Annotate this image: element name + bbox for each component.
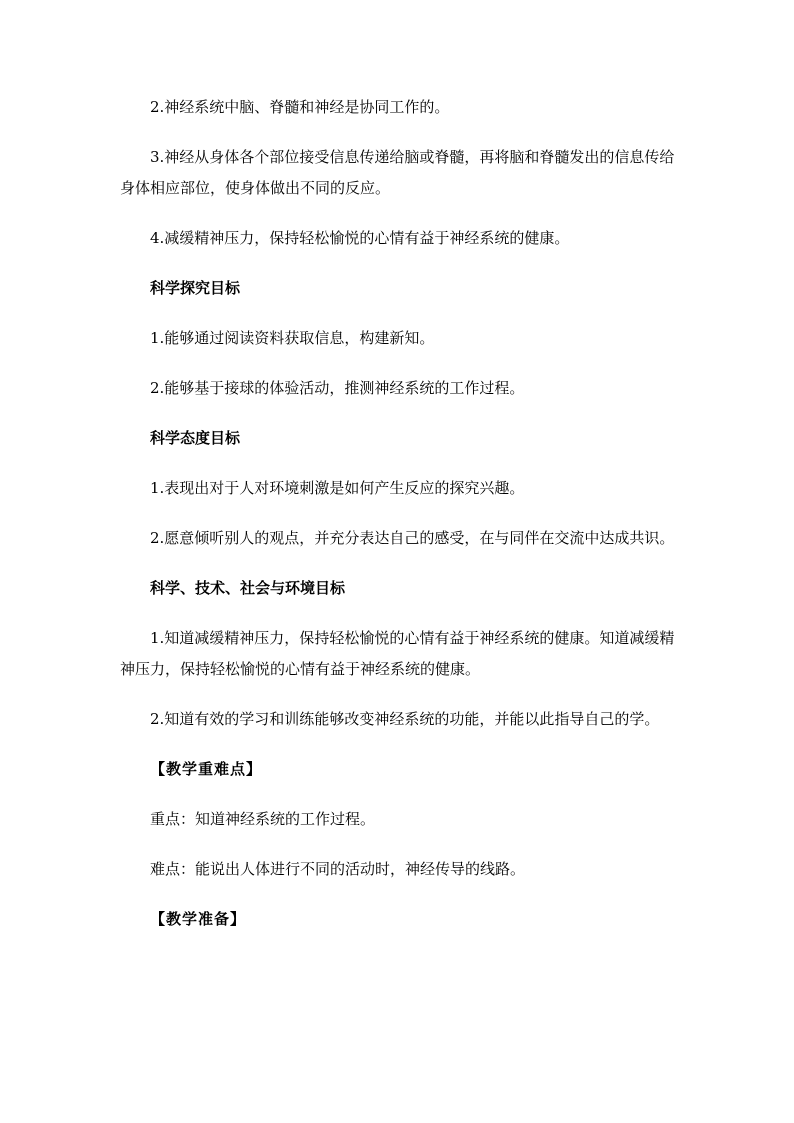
paragraph-knowledge-goal-4: 4.减缓精神压力，保持轻松愉悦的心情有益于神经系统的健康。 <box>150 229 570 247</box>
paragraph-attitude-goal-2: 2.愿意倾听别人的观点，并充分表达自己的感受，在与同伴在交流中达成共识。 <box>150 529 675 547</box>
document-page <box>120 92 676 954</box>
paragraph-difficult-point: 难点：能说出人体进行不同的活动时，神经传导的线路。 <box>150 860 526 878</box>
heading-teaching-preparation: 【教学准备】 <box>150 910 247 928</box>
paragraph-inquiry-goal-2: 2.能够基于接球的体验活动，推测神经系统的工作过程。 <box>150 379 525 397</box>
paragraph-knowledge-goal-2: 2.神经系统中脑、脊髓和神经是协同工作的。 <box>150 98 450 116</box>
heading-stse-goals: 科学、技术、社会与环境目标 <box>150 579 346 597</box>
paragraph-knowledge-goal-3: 3.神经从身体各个部位接受信息传递给脑或脊髓，再将脑和脊髓发出的信息传给身体相应部位，使身体做出不同的反应。 <box>120 148 675 197</box>
heading-attitude-goals: 科学态度目标 <box>150 429 241 447</box>
heading-inquiry-goals: 科学探究目标 <box>150 279 241 297</box>
paragraph-key-point: 重点：知道神经系统的工作过程。 <box>150 810 376 828</box>
paragraph-inquiry-goal-1: 1.能够通过阅读资料获取信息，构建新知。 <box>150 329 435 347</box>
heading-key-difficult-points: 【教学重难点】 <box>150 760 263 778</box>
paragraph-stse-goal-2: 2.知道有效的学习和训练能够改变神经系统的功能，并能以此指导自己的学。 <box>150 710 660 728</box>
paragraph-stse-goal-1: 1.知道减缓精神压力，保持轻松愉悦的心情有益于神经系统的健康。知道减缓精神压力，保持轻松愉悦的心情有益于神经系统的健康。 <box>120 629 675 678</box>
paragraph-attitude-goal-1: 1.表现出对于人对环境刺激是如何产生反应的探究兴趣。 <box>150 479 525 497</box>
